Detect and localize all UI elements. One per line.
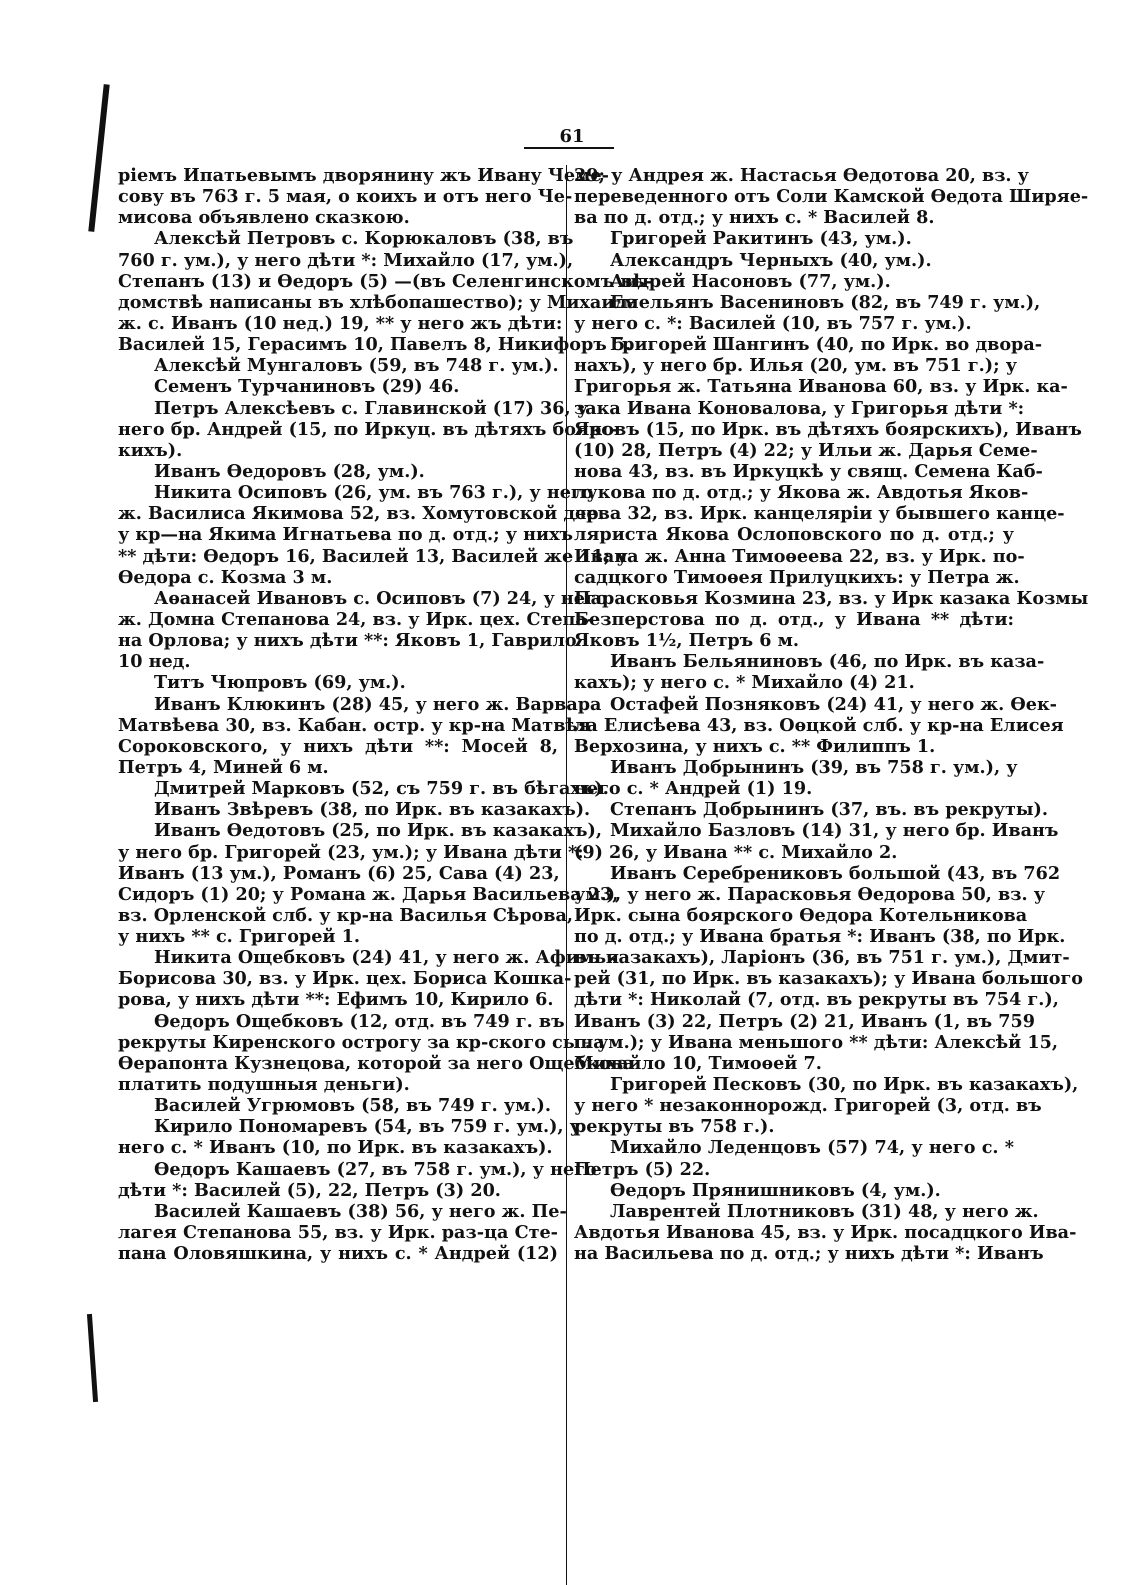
text-line: Василей 15, Герасимъ 10, Павелъ 8, Никифоръ 5. bbox=[118, 334, 632, 356]
text-line: у него * незаконнорожд. Григорей (3, отд. въ bbox=[574, 1095, 1042, 1117]
text-line: Верхозина, у нихъ с. ** Филиппъ 1. bbox=[574, 735, 936, 757]
text-line: по д. отд.; у Ивана братья *: Иванъ (38, по Ирк. bbox=[574, 926, 1066, 948]
text-line: него с. * Андрей (1) 19. bbox=[574, 778, 813, 800]
text-line: Степанъ Добрынинъ (37, въ. въ рекруты). bbox=[610, 799, 1048, 821]
text-line: Матвѣева 30, вз. Кабан. остр. у кр-на Матвѣя bbox=[118, 714, 591, 736]
text-line: ж. с. Иванъ (10 нед.) 19, ** у него жъ дѣти: bbox=[118, 312, 563, 334]
text-line: дѣти *: Николай (7, отд. въ рекруты въ 754 г.), bbox=[574, 989, 1059, 1011]
text-line: Иванъ Добрынинъ (39, въ 758 г. ум.), у bbox=[610, 756, 1018, 778]
text-line: Никита Ощебковъ (24) 41, у него ж. Афимья bbox=[154, 947, 620, 969]
text-line: Григорья ж. Татьяна Иванова 60, вз. у Ирк. ка- bbox=[574, 376, 1068, 398]
text-line: дѣти *: Василей (5), 22, Петръ (3) 20. bbox=[118, 1179, 501, 1201]
text-line: него с. * Иванъ (10, по Ирк. въ казакахъ). bbox=[118, 1137, 553, 1159]
text-line: Семенъ Турчаниновъ (29) 46. bbox=[154, 376, 460, 398]
text-line: Степанъ (13) и Ѳедоръ (5) —(въ Селенгинскомъ вѣ- bbox=[118, 270, 653, 292]
text-line: Никита Осиповъ (26, ум. въ 763 г.), у него bbox=[154, 482, 594, 504]
text-line: мисова объявлено сказкою. bbox=[118, 207, 410, 229]
text-line: Василей Угрюмовъ (58, въ 749 г. ум.). bbox=[154, 1095, 551, 1117]
text-line: Сороковского, у нихъ дѣти **: Мосей 8, bbox=[118, 735, 558, 757]
text-line: Титъ Чюпровъ (69, ум.). bbox=[154, 672, 406, 694]
text-line: Михайло Леденцовъ (57) 74, у него с. * bbox=[610, 1137, 1014, 1159]
text-line: (10) 28, Петръ (4) 22; у Ильи ж. Дарья Семе- bbox=[574, 439, 1038, 461]
text-line: г. ум.); у Ивана меньшого ** дѣти: Алексѣй 15, bbox=[574, 1031, 1058, 1053]
text-line: 760 г. ум.), у него дѣти *: Михайло (17, ум.), bbox=[118, 249, 574, 271]
text-line: Григорей Ракитинъ (43, ум.). bbox=[610, 228, 912, 250]
text-line: Ѳедоръ Прянишниковъ (4, ум.). bbox=[610, 1179, 941, 1201]
text-line: въ казакахъ), Ларіонъ (36, въ 751 г. ум.), Дмит- bbox=[574, 947, 1070, 969]
text-line: Иванъ Звѣревъ (38, по Ирк. въ казакахъ). bbox=[154, 799, 591, 821]
text-line: Василей Кашаевъ (38) 56, у него ж. Пе- bbox=[154, 1200, 567, 1222]
right-text-column bbox=[574, 165, 1089, 1265]
text-line: Ѳедоръ Кашаевъ (27, въ 758 г. ум.), у него bbox=[154, 1158, 597, 1180]
text-line: на Васильева по д. отд.; у нихъ дѣти *: Иванъ bbox=[574, 1243, 1044, 1265]
text-line: рекруты Киренского острогу за кр-ского сына bbox=[118, 1031, 605, 1053]
text-line: пана Оловяшкина, у нихъ с. * Андрей (12) bbox=[118, 1243, 558, 1265]
text-line: Борисова 30, вз. у Ирк. цех. Бориса Кошка- bbox=[118, 968, 572, 990]
text-line: у кр—на Якима Игнатьева по д. отд.; у нихъ bbox=[118, 524, 574, 546]
text-line: Михайло Базловъ (14) 31, у него бр. Иванъ bbox=[610, 820, 1059, 842]
text-line: Григорей Песковъ (30, по Ирк. въ казакахъ), bbox=[610, 1074, 1079, 1096]
text-line: ** дѣти: Ѳедоръ 16, Василей 13, Василей же 11; у bbox=[118, 545, 628, 567]
text-line: Ѳедоръ Ощебковъ (12, отд. въ 749 г. въ bbox=[154, 1010, 565, 1032]
text-line: лева 32, вз. Ирк. канцеляріи у бывшего канце- bbox=[574, 503, 1065, 525]
text-line: кихъ). bbox=[118, 439, 183, 461]
text-line: Алексѣй Мунгаловъ (59, въ 748 г. ум.). bbox=[154, 355, 559, 377]
text-line: лагея Степанова 55, вз. у Ирк. раз-ца Сте- bbox=[118, 1222, 558, 1244]
text-line: садцкого Тимоѳея Прилуцкихъ: у Петра ж. bbox=[574, 566, 1020, 588]
text-line: Андрей Насоновъ (77, ум.). bbox=[610, 270, 891, 292]
column-divider bbox=[566, 165, 567, 1585]
margin-mark-top bbox=[88, 84, 109, 232]
text-line: у нихъ ** с. Григорей 1. bbox=[118, 926, 360, 948]
text-line: Емельянъ Васениновъ (82, въ 749 г. ум.), bbox=[610, 291, 1041, 313]
text-line: Иванъ (13 ум.), Романъ (6) 25, Сава (4) 23, bbox=[118, 862, 560, 884]
text-line: вз. Орленской слб. у кр-на Василья Сѣрова, bbox=[118, 904, 573, 926]
text-line: Петръ (5) 22. bbox=[574, 1158, 711, 1180]
text-line: Петръ 4, Миней 6 м. bbox=[118, 756, 329, 778]
text-line: Ѳедора с. Козма 3 м. bbox=[118, 566, 333, 588]
text-line: Иванъ Клюкинъ (28) 45, у него ж. Варвара bbox=[154, 693, 602, 715]
text-line: домствѣ написаны въ хлѣбопашество); у Михаила bbox=[118, 291, 639, 313]
text-line: рова, у нихъ дѣти **: Ефимъ 10, Кирило 6. bbox=[118, 989, 554, 1011]
text-line: (9) 26, у Ивана ** с. Михайло 2. bbox=[574, 841, 898, 863]
text-line: Григорей Шангинъ (40, по Ирк. во двора- bbox=[610, 334, 1043, 356]
text-line: 29; у Андрея ж. Настасья Ѳедотова 20, вз. у bbox=[574, 165, 1029, 186]
text-line: Иванъ Бельяниновъ (46, по Ирк. въ каза- bbox=[610, 651, 1045, 673]
text-line: кахъ); у него с. * Михайло (4) 21. bbox=[574, 672, 915, 694]
text-line: Ирк. сына боярского Ѳедора Котельникова bbox=[574, 904, 1028, 926]
text-line: Иванъ Серебрениковъ большой (43, въ 762 bbox=[610, 862, 1061, 884]
text-line: Аѳанасей Ивановъ с. Осиповъ (7) 24, у него bbox=[154, 587, 608, 609]
text-line: зака Ивана Коновалова, у Григорья дѣти *: bbox=[574, 397, 1025, 419]
text-line: Дмитрей Марковъ (52, съ 759 г. въ бѣгахъ). bbox=[154, 778, 609, 800]
text-line: ріемъ Ипатьевымъ дворянину жъ Ивану Чеме- bbox=[118, 165, 609, 186]
text-line: Михайло 10, Тимоѳей 7. bbox=[574, 1052, 822, 1074]
text-line: лукова по д. отд.; у Якова ж. Авдотья Яков- bbox=[574, 482, 1029, 504]
text-line: Лаврентей Плотниковъ (31) 48, у него ж. bbox=[610, 1200, 1039, 1222]
text-line: 10 нед. bbox=[118, 651, 191, 673]
margin-mark-bottom bbox=[87, 1314, 98, 1402]
text-line: Александръ Черныхъ (40, ум.). bbox=[610, 249, 932, 271]
text-line: Авдотья Иванова 45, вз. у Ирк. посадцкого Ива- bbox=[574, 1222, 1077, 1244]
text-line: нахъ), у него бр. Илья (20, ум. въ 751 г.); у bbox=[574, 355, 1017, 377]
text-line: ляриста Якова Ослоповского по д. отд.; у bbox=[574, 524, 1014, 546]
text-line: Кирило Пономаревъ (54, въ 759 г. ум.), у bbox=[154, 1116, 581, 1138]
text-line: Яковъ (15, по Ирк. въ дѣтяхъ боярскихъ), Иванъ bbox=[574, 418, 1082, 440]
text-line: ла Елисѣева 43, вз. Оѳцкой слб. у кр-на Елисея bbox=[574, 714, 1064, 736]
text-line: ум.), у него ж. Парасковья Ѳедорова 50, вз. у bbox=[574, 883, 1045, 905]
text-line: Парасковья Козмина 23, вз. у Ирк казака Козмы bbox=[574, 587, 1089, 609]
text-line: у него бр. Григорей (23, ум.); у Ивана дѣти *: bbox=[118, 841, 584, 863]
text-line: Безперстова по д. отд., у Ивана ** дѣти: bbox=[574, 608, 1014, 630]
text-line: рекруты въ 758 г.). bbox=[574, 1116, 775, 1138]
text-line: ва по д. отд.; у нихъ с. * Василей 8. bbox=[574, 207, 935, 229]
text-line: Остафей Позняковъ (24) 41, у него ж. Ѳек- bbox=[610, 693, 1057, 715]
text-line: Алексѣй Петровъ с. Корюкаловъ (38, въ bbox=[154, 228, 574, 250]
text-line: на Орлова; у нихъ дѣти **: Яковъ 1, Гаврило bbox=[118, 630, 577, 652]
text-line: ж. Домна Степанова 24, вз. у Ирк. цех. Степа- bbox=[118, 608, 595, 630]
text-line: рей (31, по Ирк. въ казакахъ); у Ивана большого bbox=[574, 968, 1083, 990]
text-line: Иванъ Ѳедоровъ (28, ум.). bbox=[154, 460, 425, 482]
text-line: Ѳерапонта Кузнецова, которой за него Ощебкова bbox=[118, 1052, 635, 1074]
text-line: у него с. *: Василей (10, въ 757 г. ум.). bbox=[574, 312, 972, 334]
text-line: ж. Василиса Якимова 52, вз. Хомутовской дер. bbox=[118, 503, 605, 525]
page-number: 61 bbox=[559, 126, 585, 147]
page-number-rule bbox=[524, 147, 614, 149]
text-line: Петръ Алексѣевъ с. Главинской (17) 36, у bbox=[154, 397, 589, 419]
text-line: него бр. Андрей (15, по Иркуц. въ дѣтяхъ боярс- bbox=[118, 418, 620, 440]
text-line: платить подушныя деньги). bbox=[118, 1074, 410, 1096]
text-line: Ивана ж. Анна Тимоѳеева 22, вз. у Ирк. по- bbox=[574, 545, 1025, 567]
text-line: сову въ 763 г. 5 мая, о коихъ и отъ него Че- bbox=[118, 186, 573, 208]
text-line: Яковъ 1½, Петръ 6 м. bbox=[574, 630, 800, 652]
text-line: Сидоръ (1) 20; у Романа ж. Дарья Васильева 23, bbox=[118, 883, 619, 905]
text-line: Иванъ Ѳедотовъ (25, по Ирк. въ казакахъ), bbox=[154, 820, 603, 842]
text-line: Иванъ (3) 22, Петръ (2) 21, Иванъ (1, въ 759 bbox=[574, 1010, 1036, 1032]
text-line: переведенного отъ Соли Камской Ѳедота Ширяе- bbox=[574, 186, 1089, 208]
text-line: нова 43, вз. въ Иркуцкѣ у свящ. Семена Каб- bbox=[574, 460, 1043, 482]
